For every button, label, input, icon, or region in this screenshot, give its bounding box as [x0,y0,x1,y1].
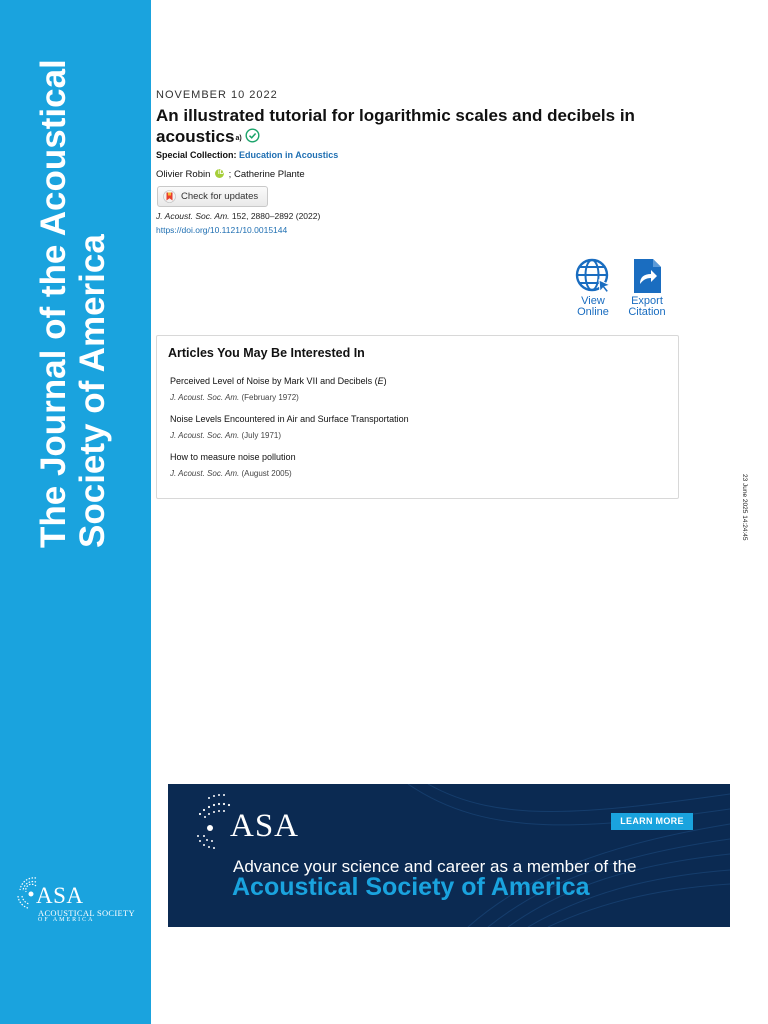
collection-label: Special Collection: [156,150,237,160]
related-article-date: (February 1972) [241,393,299,402]
related-article-journal: J. Acoust. Soc. Am. [170,431,240,440]
journal-sidebar [0,0,151,1024]
orcid-icon[interactable]: iD [215,169,224,178]
export-citation-label: Export [631,295,663,307]
title-footnote[interactable]: a) [235,135,242,142]
globe-cursor-icon [574,258,612,294]
asa-logo-subtitle: ACOUSTICAL SOCIETY [38,908,135,918]
article-title [156,105,696,147]
view-online-label-2: Online [577,306,609,318]
related-article-meta [170,393,387,402]
export-citation-button[interactable] [622,258,672,318]
author-list [156,169,305,180]
related-article-title[interactable] [170,452,296,462]
banner-asa-swirl-icon [197,794,230,849]
view-online-label: View [581,295,605,307]
article-title-text: An illustrated tutorial for logarithmic scales and decibels in acoustics [156,106,635,146]
related-article-title-text: Perceived Level of Noise by Mark VII and Decibels ( [170,376,378,386]
learn-more-button[interactable]: LEARN MORE [611,813,693,830]
membership-banner[interactable] [168,784,730,927]
collection-link[interactable]: Education in Acoustics [239,150,339,160]
citation-details: 152, 2880–2892 (2022) [231,211,321,221]
related-article-meta [170,431,409,440]
journal-title-line1: The Journal of the Acoustical [34,59,73,548]
related-article-title[interactable] [170,414,409,424]
author-separator: ; [228,169,232,180]
author-name[interactable]: Olivier Robin [156,169,211,180]
banner-society-name: Acoustical Society of America [232,873,590,901]
related-article-title-text: How to measure noise pollution [170,452,296,462]
banner-tagline: Advance your science and career as a member of the [233,857,637,876]
related-article-journal: J. Acoust. Soc. Am. [170,469,240,478]
related-article-title[interactable] [170,376,387,386]
journal-abbrev: J. Acoust. Soc. Am. [156,211,230,221]
related-article-item [170,376,387,402]
check-for-updates-label: Check for updates [181,191,259,202]
asa-logo-subtitle-2: OF AMERICA [38,917,95,923]
asa-logo-text: ASA [36,883,84,908]
related-article-date: (August 2005) [241,469,292,478]
author-name[interactable]: Catherine Plante [233,169,305,180]
special-collection [156,150,338,160]
related-article-meta [170,469,296,478]
related-article-title-italic: E [377,376,384,386]
crossmark-icon [163,190,176,203]
banner-wave-pattern [168,784,730,927]
related-article-date: (July 1971) [241,431,282,440]
related-article-journal: J. Acoust. Soc. Am. [170,393,240,402]
asa-logo [14,872,142,928]
export-citation-label-2: Citation [628,306,666,318]
journal-title-line2: Society of America [73,234,112,548]
related-article-title-text: Noise Levels Encountered in Air and Surface Transportation [170,414,409,424]
download-timestamp: 23 June 2025 14:24:45 [741,474,748,541]
related-articles-heading: Articles You May Be Interested In [168,346,365,360]
export-document-icon [632,258,662,294]
related-articles-panel [156,335,679,499]
verified-check-icon [245,128,260,143]
doi-link[interactable]: https://doi.org/10.1121/10.0015144 [156,225,288,235]
check-for-updates-button[interactable] [157,186,268,207]
publication-date: NOVEMBER 10 2022 [156,89,278,101]
related-article-item [170,414,409,440]
citation-line [156,211,320,221]
related-article-title-end: ) [383,376,387,386]
related-article-item [170,452,296,478]
banner-asa-logo-text: ASA [230,808,300,844]
view-online-button[interactable] [572,258,614,318]
journal-title [34,58,112,548]
